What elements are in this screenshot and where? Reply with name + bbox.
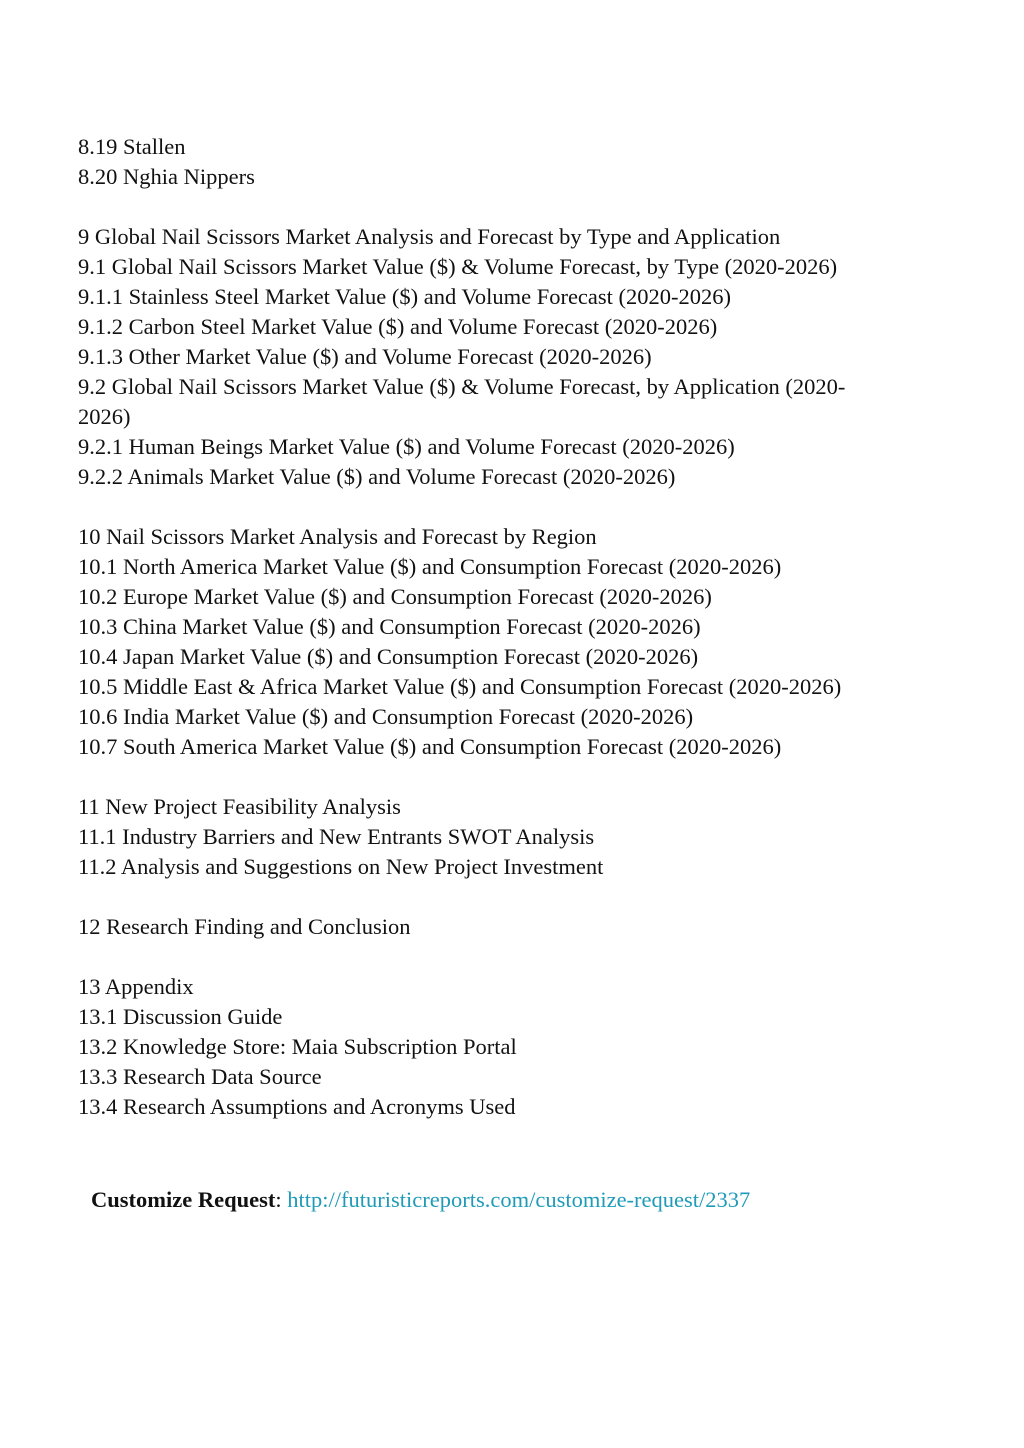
toc-entry-9-2-1: 9.2.1 Human Beings Market Value ($) and Volume Forecast (2020-2026) [78,434,735,459]
toc-entry-9-2-2: 9.2.2 Animals Market Value ($) and Volume Forecast (2020-2026) [78,464,676,489]
toc-section-11 [78,792,958,882]
customize-request-link[interactable]: http://futuristicreports.com/customize-request/2337 [287,1187,751,1212]
toc-entry-10-6: 10.6 India Market Value ($) and Consumption Forecast (2020-2026) [78,704,694,729]
toc-section-12 [78,912,958,942]
toc-entry-9-1-3: 9.1.3 Other Market Value ($) and Volume Forecast (2020-2026) [78,344,652,369]
toc-entry-10-1: 10.1 North America Market Value ($) and Consumption Forecast (2020-2026) [78,554,782,579]
toc-entry-8-19: 8.19 Stallen [78,134,186,159]
toc-section-10 [78,522,958,762]
toc-entry-10-5: 10.5 Middle East & Africa Market Value ($) and Consumption Forecast (2020-2026) [78,674,842,699]
toc-section-13 [78,972,958,1122]
customize-request-separator: : [275,1187,288,1212]
toc-entry-13-2: 13.2 Knowledge Store: Maia Subscription Portal [78,1034,517,1059]
toc-entry-9-1: 9.1 Global Nail Scissors Market Value ($) & Volume Forecast, by Type (2020-2026) [78,254,838,279]
toc-heading-12: 12 Research Finding and Conclusion [78,914,411,939]
customize-request-line [91,1185,750,1215]
toc-entry-8-20: 8.20 Nghia Nippers [78,164,255,189]
customize-request-label: Customize Request [91,1187,276,1212]
toc-entry-10-4: 10.4 Japan Market Value ($) and Consumption Forecast (2020-2026) [78,644,699,669]
toc-entry-13-1: 13.1 Discussion Guide [78,1004,283,1029]
toc-entry-11-1: 11.1 Industry Barriers and New Entrants SWOT Analysis [78,824,595,849]
toc-entry-10-2: 10.2 Europe Market Value ($) and Consumption Forecast (2020-2026) [78,584,712,609]
toc-entry-9-2: 9.2 Global Nail Scissors Market Value ($) & Volume Forecast, by Application (2020-2026) [78,374,846,429]
toc-entry-13-3: 13.3 Research Data Source [78,1064,322,1089]
toc-entry-9-1-2: 9.1.2 Carbon Steel Market Value ($) and Volume Forecast (2020-2026) [78,314,718,339]
toc-section-8 [78,132,958,192]
toc-entry-10-7: 10.7 South America Market Value ($) and Consumption Forecast (2020-2026) [78,734,782,759]
toc-entry-10-3: 10.3 China Market Value ($) and Consumption Forecast (2020-2026) [78,614,701,639]
toc-entry-9-1-1: 9.1.1 Stainless Steel Market Value ($) and Volume Forecast (2020-2026) [78,284,732,309]
toc-heading-9: 9 Global Nail Scissors Market Analysis and Forecast by Type and Application [78,224,781,249]
toc-heading-11: 11 New Project Feasibility Analysis [78,794,401,819]
toc-heading-10: 10 Nail Scissors Market Analysis and Forecast by Region [78,524,597,549]
toc-section-9 [78,222,958,492]
table-of-contents [78,132,958,1152]
toc-entry-11-2: 11.2 Analysis and Suggestions on New Project Investment [78,854,604,879]
toc-heading-13: 13 Appendix [78,974,194,999]
toc-entry-13-4: 13.4 Research Assumptions and Acronyms Used [78,1094,516,1119]
